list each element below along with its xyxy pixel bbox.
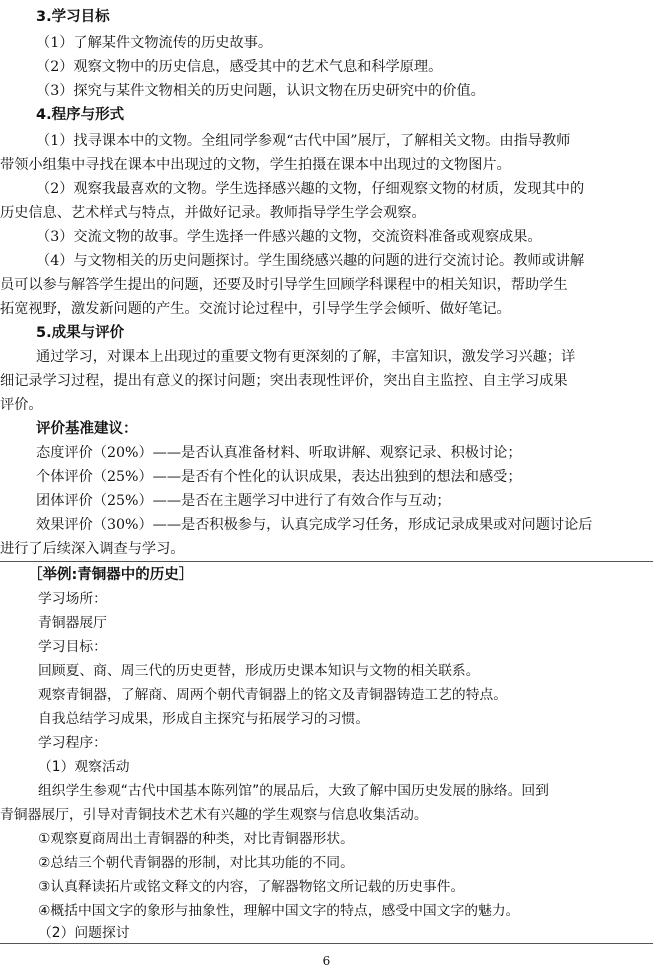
example-line: 自我总结学习成果，形成自主探究与拓展学习的习惯。 — [38, 711, 370, 727]
section-divider — [0, 561, 653, 562]
criteria-line: 进行了后续深入调查与学习。 — [0, 541, 185, 557]
example-line: 学习目标： — [38, 639, 107, 655]
section-3-heading: 3.学习目标 — [36, 9, 110, 25]
procedure-line: （3）交流文物的故事。学生选择一件感兴趣的文物，交流资料准备或观察成果。 — [36, 229, 542, 245]
example-line: 青铜器展厅，引导对青铜技术艺术有兴趣的学生观察与信息收集活动。 — [0, 807, 428, 823]
goal-item-1: （1）了解某件文物流传的历史故事。 — [36, 35, 273, 51]
example-line: 回顾夏、商、周三代的历史更替，形成历史课本知识与文物的相关联系。 — [38, 663, 480, 679]
evaluation-line: 通过学习，对课本上出现过的重要文物有更深刻的了解，丰富知识，激发学习兴趣；详 — [36, 349, 576, 365]
goal-item-3: （3）探究与某件文物相关的历史问题，认识文物在历史研究中的价值。 — [36, 83, 485, 99]
example-line: ①观察夏商周出土青铜器的种类，对比青铜器形状。 — [38, 831, 354, 847]
criteria-line: 个体评价（25%）——是否有个性化的认识成果，表达出独到的想法和感受； — [36, 469, 522, 485]
example-line: 青铜器展厅 — [38, 615, 107, 631]
evaluation-line: 细记录学习过程，提出有意义的探讨问题；突出表现性评价，突出自主监控、自主学习成果 — [0, 373, 568, 389]
example-line: （2）问题探讨 — [38, 925, 130, 941]
procedure-line: 员可以参与解答学生提出的问题，还要及时引导学生回顾学科课程中的相关知识，帮助学生 — [0, 277, 568, 293]
example-heading: ［举例:青铜器中的历史］ — [28, 567, 194, 583]
criteria-line: 效果评价（30%）——是否积极参与，认真完成学习任务，形成记录成果或对问题讨论后 — [36, 517, 593, 533]
example-line: ③认真释读拓片或铭文释文的内容，了解器物铭文所记载的历史事件。 — [38, 879, 465, 895]
procedure-line: （4）与文物相关的历史问题探讨。学生围绕感兴趣的问题的进行交流讨论。教师或讲解 — [36, 253, 585, 269]
procedure-line: 历史信息、艺术样式与特点，并做好记录。教师指导学生学会观察。 — [0, 205, 426, 221]
criteria-line: 团体评价（25%）——是否在主题学习中进行了有效合作与互动； — [36, 493, 451, 509]
procedure-line: （1）找寻课本中的文物。全组同学参观“古代中国”展厅，了解相关文物。由指导教师 — [36, 133, 571, 149]
example-line: 学习程序： — [38, 735, 107, 751]
section-5-heading: 5.成果与评价 — [36, 325, 125, 341]
page-number: 6 — [322, 954, 331, 968]
procedure-line: 拓宽视野，激发新问题的产生。交流讨论过程中，引导学生学会倾听、做好笔记。 — [0, 301, 511, 317]
criteria-heading: 评价基准建议： — [36, 421, 138, 437]
example-line: 组织学生参观“古代中国基本陈列馆”的展品后，大致了解中国历史发展的脉络。回到 — [38, 783, 549, 799]
example-line: ②总结三个朝代青铜器的形制，对比其功能的不同。 — [38, 855, 354, 871]
evaluation-line: 评价。 — [0, 397, 43, 413]
example-line: 观察青铜器，了解商、周两个朝代青铜器上的铭文及青铜器铸造工艺的特点。 — [38, 687, 508, 703]
procedure-line: 带领小组集中寻找在课本中出现过的文物，学生拍摄在课本中出现过的文物图片。 — [0, 157, 511, 173]
example-line: 学习场所： — [38, 591, 107, 607]
procedure-line: （2）观察我最喜欢的文物。学生选择感兴趣的文物，仔细观察文物的材质，发现其中的 — [36, 181, 585, 197]
example-line: （1）观察活动 — [38, 759, 130, 775]
section-4-heading: 4.程序与形式 — [36, 107, 125, 123]
example-line: ④概括中国文字的象形与抽象性，理解中国文字的特点，感受中国文字的魅力。 — [38, 903, 520, 919]
criteria-line: 态度评价（20%）——是否认真准备材料、听取讲解、观察记录、积极讨论； — [36, 445, 522, 461]
footer-divider — [0, 943, 653, 944]
goal-item-2: （2）观察文物中的历史信息，感受其中的艺术气息和科学原理。 — [36, 59, 443, 75]
